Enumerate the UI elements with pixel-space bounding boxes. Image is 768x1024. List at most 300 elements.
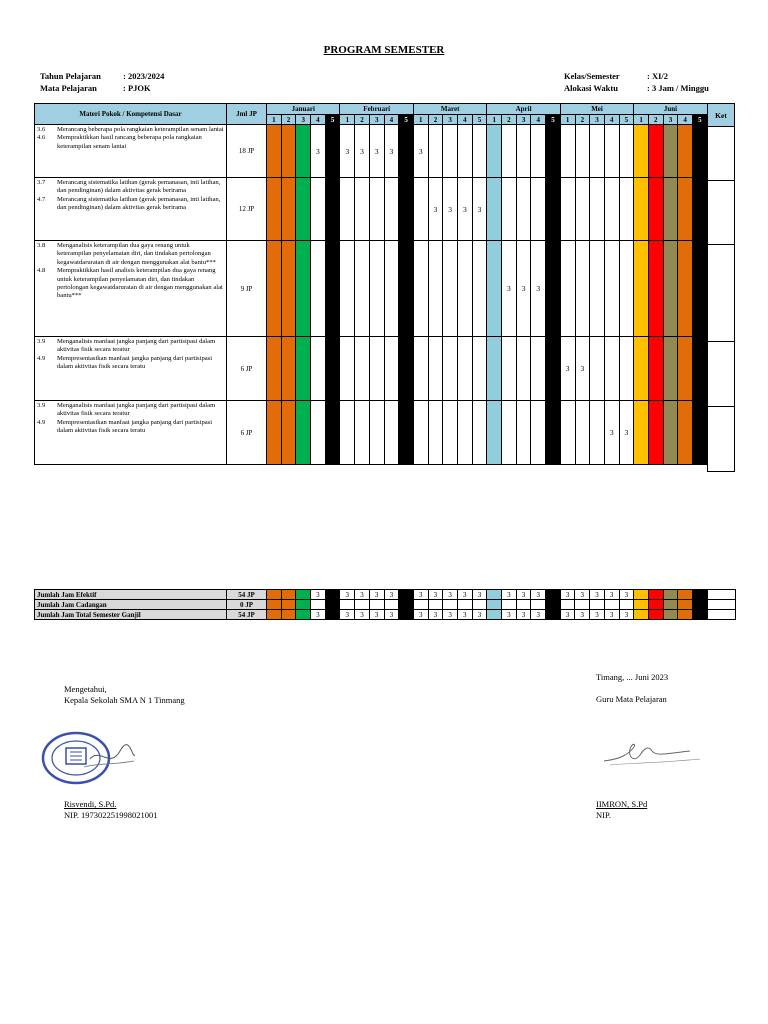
month-header: Januari — [267, 104, 340, 115]
summary-week-cell — [663, 590, 678, 600]
kd-text: Mempraktikkan hasil rancang beberapa pola rangkaian keterampilan senam lantai — [57, 134, 202, 150]
week-cell — [472, 337, 487, 401]
week-cell: 3 — [369, 125, 384, 178]
week-cell — [693, 178, 708, 241]
summary-week-cell: 3 — [443, 590, 458, 600]
week-cell — [648, 241, 663, 337]
summary-week-cell — [399, 600, 414, 610]
week-cell — [325, 401, 340, 465]
week-cell — [281, 401, 296, 465]
kd-item — [37, 355, 224, 372]
materi-cell — [35, 125, 227, 178]
week-cell — [502, 125, 517, 178]
summary-week-cell — [267, 600, 282, 610]
week-cell — [604, 178, 619, 241]
summary-week-cell — [546, 610, 561, 620]
week-cell: 3 — [340, 125, 355, 178]
kd-text: Mempraktikkan hasil analisis keterampilan dua gaya renang untuk keterampilan penyelamatan diri, dan tindakan pertolongan kegawatdaruratan di air dengan menggunakan alat bantu*** — [57, 267, 223, 300]
table-row — [35, 337, 708, 401]
summary-week-cell — [634, 600, 649, 610]
week-cell — [560, 125, 575, 178]
kd-text: Menganalisis keterampilan dua gaya renang untuk keterampilan penyelamatan diri, dan tindakan pertolongan kegawatdaruratan di air dengan menggunakan alat bantu*** — [57, 242, 216, 266]
week-cell — [693, 125, 708, 178]
summary-week-cell: 3 — [457, 610, 472, 620]
summary-week-cell — [692, 600, 707, 610]
summary-week-cell: 3 — [457, 590, 472, 600]
kd-number: 4.9 — [37, 354, 46, 362]
week-cell — [575, 125, 590, 178]
summary-label: Jumlah Jam Efektif — [35, 590, 227, 600]
summary-week-cell — [325, 590, 340, 600]
week-cell — [502, 337, 517, 401]
week-cell: 3 — [560, 337, 575, 401]
summary-week-cell — [678, 590, 693, 600]
ket-cell — [708, 181, 735, 245]
week-cell — [281, 178, 296, 241]
summary-week-cell: 3 — [340, 590, 355, 600]
summary-week-cell — [487, 610, 502, 620]
ket-cell — [708, 342, 735, 407]
month-header: Februari — [340, 104, 413, 115]
week-number: 1 — [487, 115, 502, 125]
week-cell — [693, 401, 708, 465]
meta-subject-value: : PJOK — [123, 83, 151, 93]
week-number: 4 — [311, 115, 326, 125]
month-header: Mei — [560, 104, 633, 115]
table-row — [35, 241, 708, 337]
summary-week-cell: 3 — [575, 610, 590, 620]
week-cell — [355, 337, 370, 401]
summary-week-cell — [311, 600, 326, 610]
summary-week-cell: 3 — [604, 610, 619, 620]
kd-number: 3.9 — [37, 402, 46, 409]
summary-week-cell: 3 — [590, 610, 605, 620]
summary-week-cell: 3 — [619, 590, 634, 600]
week-cell — [634, 401, 649, 465]
week-number: 5 — [472, 115, 487, 125]
week-cell — [458, 337, 473, 401]
week-cell — [663, 337, 678, 401]
summary-week-cell: 3 — [443, 610, 458, 620]
ket-table — [707, 103, 735, 472]
summary-week-cell — [487, 590, 502, 600]
week-number: 5 — [619, 115, 634, 125]
meta-time-value: : 3 Jam / Minggu — [647, 83, 709, 93]
week-cell — [619, 337, 634, 401]
summary-week-cell — [634, 610, 649, 620]
week-cell — [487, 337, 502, 401]
materi-cell — [35, 401, 227, 465]
week-cell — [634, 337, 649, 401]
week-cell — [281, 125, 296, 178]
week-cell — [296, 125, 311, 178]
summary-week-cell — [590, 600, 605, 610]
week-cell — [384, 178, 399, 241]
week-number: 4 — [384, 115, 399, 125]
meta-left — [40, 70, 164, 94]
week-cell — [443, 241, 458, 337]
program-table — [34, 103, 708, 465]
week-cell — [399, 178, 414, 241]
week-cell: 3 — [531, 241, 546, 337]
week-cell — [560, 241, 575, 337]
summary-week-cell: 3 — [531, 590, 546, 600]
week-number: 2 — [355, 115, 370, 125]
kd-item — [37, 242, 224, 267]
summary-week-cell: 3 — [472, 610, 487, 620]
signature-right-name-block — [596, 799, 647, 821]
summary-week-cell — [443, 600, 458, 610]
kd-item — [37, 419, 224, 436]
week-number: 5 — [325, 115, 340, 125]
teacher-nip: NIP. — [596, 810, 611, 820]
summary-week-cell — [325, 610, 340, 620]
col-materi-header: Materi Pokok / Kompetensi Dasar — [35, 104, 227, 125]
summary-week-cell — [281, 600, 296, 610]
week-cell — [560, 401, 575, 465]
week-cell — [413, 241, 428, 337]
table-row — [35, 178, 708, 241]
week-cell — [369, 241, 384, 337]
week-cell — [678, 125, 693, 178]
kd-item — [37, 134, 224, 151]
summary-week-cell — [487, 600, 502, 610]
week-cell — [340, 337, 355, 401]
page-title: PROGRAM SEMESTER — [323, 44, 445, 56]
summary-week-cell — [340, 600, 355, 610]
week-cell — [502, 401, 517, 465]
summary-week-cell — [267, 610, 282, 620]
week-cell — [648, 401, 663, 465]
week-cell — [296, 401, 311, 465]
summary-label: Jumlah Jam Total Semester Ganjil — [35, 610, 227, 620]
week-cell — [296, 178, 311, 241]
summary-week-cell: 3 — [428, 590, 443, 600]
summary-week-cell: 3 — [384, 610, 399, 620]
week-number: 2 — [428, 115, 443, 125]
summary-week-cell: 3 — [502, 610, 517, 620]
week-cell — [267, 125, 282, 178]
meta-subject-label: Mata Pelajaran — [40, 83, 97, 93]
summary-week-cell — [355, 600, 370, 610]
week-cell — [428, 401, 443, 465]
week-cell — [311, 241, 326, 337]
principal-name: Risvendi, S.Pd. — [64, 799, 117, 809]
col-jp-header: Jml JP — [227, 104, 267, 125]
week-cell — [325, 241, 340, 337]
kd-text: Mempresentasikan manfaat jangka panjang dari partisipasi dalam aktivitas fisik secara teratu — [57, 418, 213, 435]
summary-week-cell — [531, 600, 546, 610]
week-cell — [443, 125, 458, 178]
materi-cell — [35, 178, 227, 241]
signature-left — [64, 684, 185, 706]
week-cell — [546, 401, 561, 465]
jp-cell: 6 JP — [227, 401, 267, 465]
summary-week-cell: 3 — [560, 610, 575, 620]
week-cell — [634, 125, 649, 178]
week-number: 5 — [399, 115, 414, 125]
week-cell — [663, 241, 678, 337]
week-cell: 3 — [604, 401, 619, 465]
week-number: 2 — [281, 115, 296, 125]
summary-row — [35, 590, 736, 600]
week-cell — [590, 178, 605, 241]
week-cell — [560, 178, 575, 241]
kd-number: 4.7 — [37, 195, 46, 203]
week-cell — [634, 178, 649, 241]
week-number: 1 — [267, 115, 282, 125]
week-number: 3 — [443, 115, 458, 125]
summary-jp: 54 JP — [227, 590, 267, 600]
week-cell — [648, 125, 663, 178]
week-cell — [648, 178, 663, 241]
summary-week-cell — [663, 610, 678, 620]
kd-item — [37, 179, 224, 196]
meta-right — [564, 70, 709, 94]
summary-week-cell — [575, 600, 590, 610]
week-cell — [531, 125, 546, 178]
principal-nip: NIP. 197302251998021001 — [64, 810, 158, 820]
week-cell — [340, 178, 355, 241]
week-cell — [472, 125, 487, 178]
summary-week-cell: 3 — [355, 590, 370, 600]
week-cell — [516, 401, 531, 465]
kd-text: Merancang sistematika latihan (gerak pemanasan, inti latihan, dan pendinginan) dalam aktivitas gerak berirama — [57, 179, 221, 195]
week-cell — [413, 401, 428, 465]
week-cell — [516, 125, 531, 178]
week-number: 1 — [413, 115, 428, 125]
summary-week-cell — [325, 600, 340, 610]
summary-week-cell — [281, 610, 296, 620]
week-cell — [590, 401, 605, 465]
week-number: 5 — [546, 115, 561, 125]
summary-week-cell — [663, 600, 678, 610]
week-cell: 3 — [619, 401, 634, 465]
week-cell — [443, 337, 458, 401]
week-cell — [516, 337, 531, 401]
materi-cell — [35, 337, 227, 401]
week-cell — [325, 178, 340, 241]
week-cell: 3 — [472, 178, 487, 241]
summary-week-cell — [502, 600, 517, 610]
week-cell — [355, 401, 370, 465]
week-number: 4 — [604, 115, 619, 125]
week-cell — [619, 125, 634, 178]
signature-left-name-block — [64, 799, 158, 821]
week-cell — [663, 401, 678, 465]
summary-week-cell: 3 — [369, 610, 384, 620]
week-cell — [487, 125, 502, 178]
summary-week-cell: 3 — [590, 590, 605, 600]
week-cell — [340, 401, 355, 465]
summary-week-cell — [384, 600, 399, 610]
kd-item — [37, 126, 224, 134]
summary-jp: 54 JP — [227, 610, 267, 620]
week-cell — [428, 241, 443, 337]
kd-number: 4.6 — [37, 134, 46, 142]
table-row — [35, 125, 708, 178]
week-cell — [355, 241, 370, 337]
week-cell: 3 — [502, 241, 517, 337]
summary-week-cell — [678, 600, 693, 610]
teacher-signature-icon — [600, 733, 710, 773]
week-number: 2 — [575, 115, 590, 125]
summary-week-cell — [648, 610, 663, 620]
week-cell — [487, 401, 502, 465]
jp-cell: 12 JP — [227, 178, 267, 241]
teacher-name: IIMRON, S.Pd — [596, 799, 648, 809]
week-cell — [502, 178, 517, 241]
week-cell — [663, 178, 678, 241]
week-cell — [487, 241, 502, 337]
kd-item — [37, 267, 224, 301]
week-cell — [384, 337, 399, 401]
kd-item — [37, 402, 224, 419]
week-number: 2 — [502, 115, 517, 125]
week-cell: 3 — [458, 178, 473, 241]
week-cell — [619, 241, 634, 337]
summary-week-cell: 3 — [619, 610, 634, 620]
week-cell — [267, 337, 282, 401]
kd-item — [37, 338, 224, 355]
summary-week-cell — [692, 590, 707, 600]
week-cell — [546, 178, 561, 241]
week-cell: 3 — [516, 241, 531, 337]
summary-week-cell: 3 — [355, 610, 370, 620]
week-cell — [384, 241, 399, 337]
week-cell — [369, 178, 384, 241]
summary-week-cell: 3 — [604, 590, 619, 600]
summary-week-cell — [604, 600, 619, 610]
week-cell — [325, 125, 340, 178]
summary-week-cell: 3 — [575, 590, 590, 600]
week-number: 3 — [516, 115, 531, 125]
kd-number: 3.8 — [37, 242, 46, 249]
ket-cell — [708, 407, 735, 472]
summary-week-cell: 3 — [516, 610, 531, 620]
meta-time-label: Alokasi Waktu — [564, 83, 618, 93]
week-cell — [678, 178, 693, 241]
week-cell: 3 — [384, 125, 399, 178]
week-cell — [619, 178, 634, 241]
ket-cell — [708, 245, 735, 342]
week-cell — [267, 401, 282, 465]
summary-week-cell — [648, 600, 663, 610]
week-cell — [678, 337, 693, 401]
week-cell — [604, 125, 619, 178]
summary-week-cell: 3 — [384, 590, 399, 600]
week-cell: 3 — [443, 178, 458, 241]
week-cell — [413, 337, 428, 401]
summary-table — [34, 589, 736, 620]
jp-cell: 6 JP — [227, 337, 267, 401]
summary-week-cell — [296, 610, 311, 620]
week-cell — [590, 125, 605, 178]
week-cell: 3 — [413, 125, 428, 178]
kd-item — [37, 196, 224, 213]
kd-text: Mempresentasikan manfaat jangka panjang dari partisipasi dalam aktivitas fisik secara teratu — [57, 354, 213, 371]
ket-cell — [708, 127, 735, 181]
week-cell — [443, 401, 458, 465]
summary-week-cell: 3 — [340, 610, 355, 620]
summary-week-cell — [516, 600, 531, 610]
month-header: Maret — [413, 104, 486, 115]
kd-text: Merancang beberapa pola rangkaian keterampilan senam lantai — [57, 126, 224, 133]
kd-number: 4.9 — [37, 418, 46, 426]
summary-week-cell — [648, 590, 663, 600]
summary-row — [35, 610, 736, 620]
week-cell — [384, 401, 399, 465]
summary-week-cell: 3 — [531, 610, 546, 620]
week-cell — [693, 337, 708, 401]
week-cell — [590, 241, 605, 337]
summary-ket-cell — [707, 600, 735, 610]
kd-number: 4.8 — [37, 267, 46, 275]
week-cell — [311, 337, 326, 401]
summary-week-cell: 3 — [502, 590, 517, 600]
week-number: 1 — [634, 115, 649, 125]
summary-week-cell — [678, 610, 693, 620]
week-cell — [487, 178, 502, 241]
week-cell — [399, 125, 414, 178]
week-number: 3 — [663, 115, 678, 125]
week-cell — [458, 125, 473, 178]
summary-label: Jumlah Jam Cadangan — [35, 600, 227, 610]
summary-week-cell — [296, 590, 311, 600]
week-cell — [281, 337, 296, 401]
week-cell — [546, 241, 561, 337]
week-number: 1 — [340, 115, 355, 125]
summary-jp: 0 JP — [227, 600, 267, 610]
summary-week-cell: 3 — [311, 610, 326, 620]
summary-week-cell: 3 — [369, 590, 384, 600]
summary-week-cell: 3 — [560, 590, 575, 600]
week-cell — [678, 401, 693, 465]
summary-week-cell — [267, 590, 282, 600]
summary-week-cell — [296, 600, 311, 610]
week-cell — [590, 337, 605, 401]
week-cell — [296, 337, 311, 401]
week-cell — [369, 401, 384, 465]
acknowledge-label: Mengetahui, — [64, 684, 107, 694]
week-cell — [325, 337, 340, 401]
table-row — [35, 401, 708, 465]
col-ket-header: Ket — [708, 104, 735, 127]
week-cell — [311, 401, 326, 465]
week-cell — [311, 178, 326, 241]
week-cell — [458, 241, 473, 337]
summary-week-cell — [457, 600, 472, 610]
week-cell — [546, 125, 561, 178]
week-cell — [531, 337, 546, 401]
meta-class-value: : XI/2 — [647, 71, 669, 81]
summary-week-cell: 3 — [516, 590, 531, 600]
sign-date: Timang, ... Juni 2023 — [596, 672, 669, 682]
week-cell: 3 — [575, 337, 590, 401]
week-cell — [267, 241, 282, 337]
summary-week-cell — [619, 600, 634, 610]
week-cell — [678, 241, 693, 337]
kd-number: 3.6 — [37, 126, 46, 133]
summary-week-cell — [692, 610, 707, 620]
summary-week-cell — [472, 600, 487, 610]
week-cell — [340, 241, 355, 337]
week-cell — [663, 125, 678, 178]
kd-text: Menganalisis manfaat jangka panjang dari partisipasi dalam aktivitas fisik secara teratur — [57, 338, 216, 354]
summary-week-cell: 3 — [428, 610, 443, 620]
week-number: 3 — [296, 115, 311, 125]
week-cell — [267, 178, 282, 241]
